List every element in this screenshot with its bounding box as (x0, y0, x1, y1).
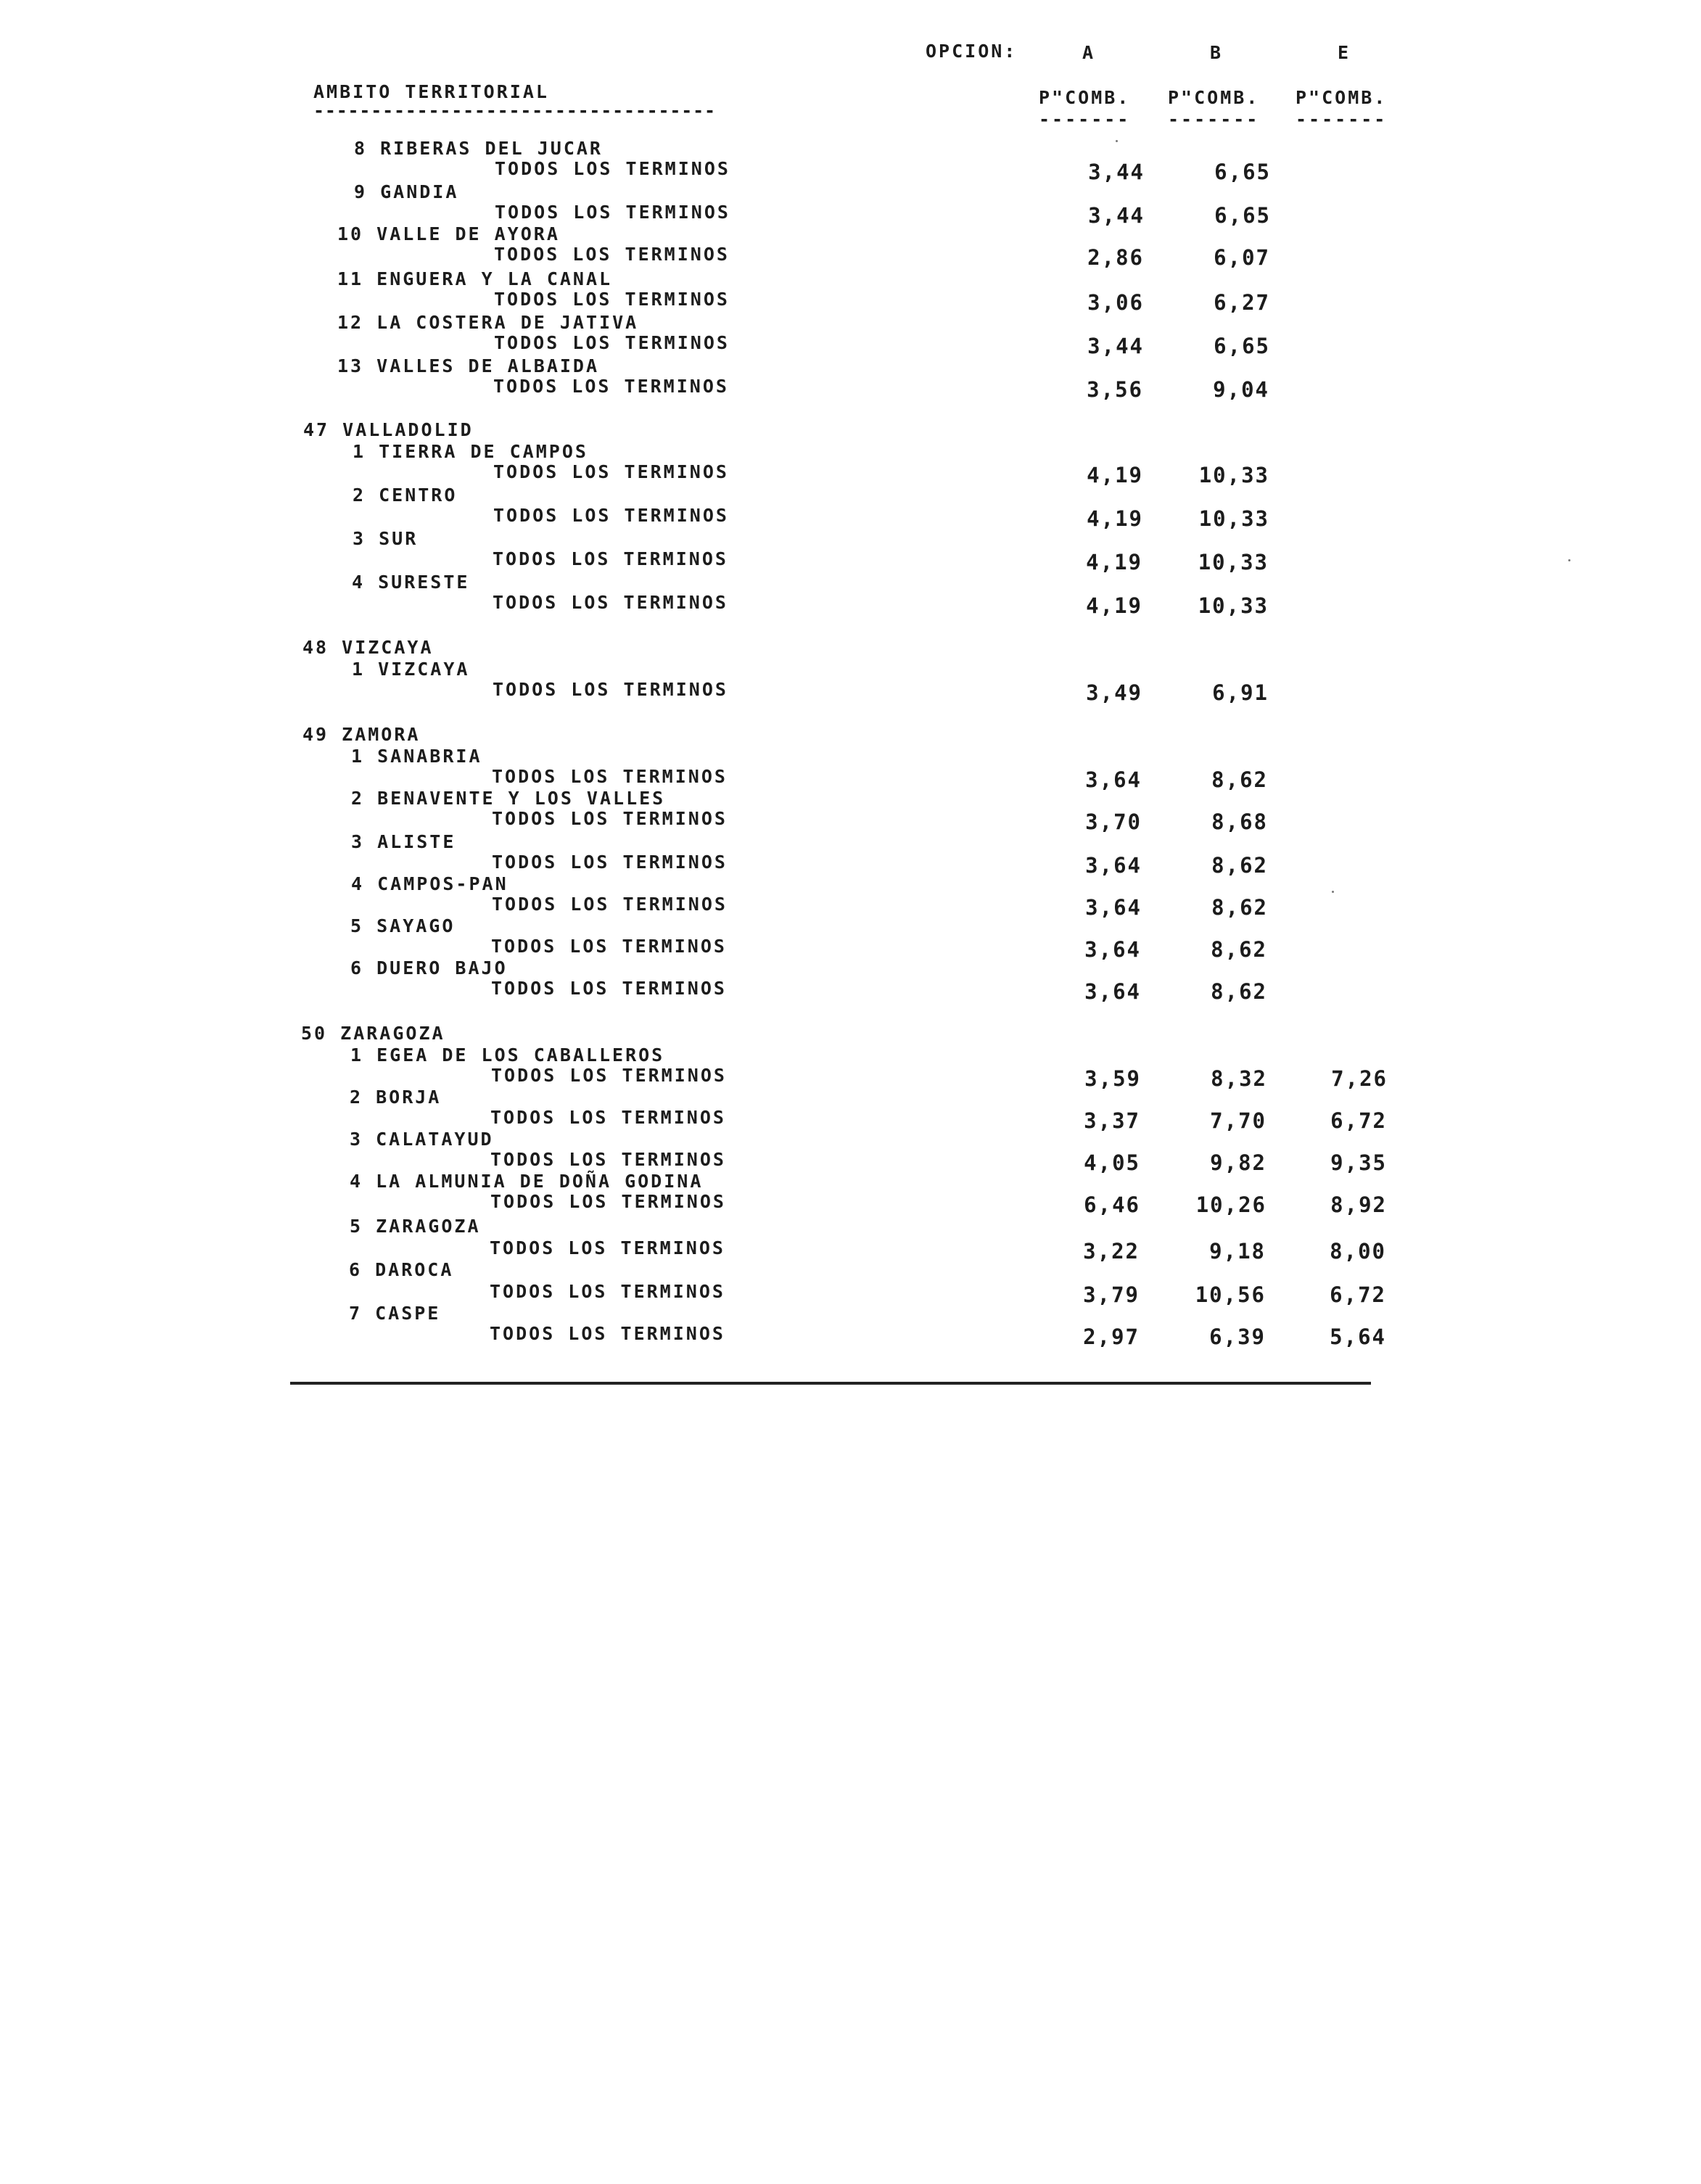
col-e-heading: P"COMB. (1296, 87, 1388, 108)
comarca-name: 2 BENAVENTE Y LOS VALLES (351, 788, 666, 809)
value-b: 6,65 (1214, 334, 1270, 358)
terms-label: TODOS LOS TERMINOS (491, 978, 727, 999)
value-a: 3,56 (1087, 377, 1143, 402)
terms-label: TODOS LOS TERMINOS (490, 1281, 725, 1302)
value-e: 7,26 (1331, 1066, 1388, 1091)
comarca-name: 13 VALLES DE ALBAIDA (337, 355, 600, 376)
value-b: 10,56 (1195, 1282, 1266, 1307)
province-name: 47 VALLADOLID (303, 419, 474, 440)
terms-label: TODOS LOS TERMINOS (492, 852, 728, 873)
value-b: 10,33 (1198, 550, 1269, 574)
terms-label: TODOS LOS TERMINOS (492, 766, 728, 787)
value-b: 6,39 (1209, 1324, 1266, 1349)
terms-label: TODOS LOS TERMINOS (494, 244, 730, 265)
terms-label: TODOS LOS TERMINOS (492, 894, 728, 915)
comarca-name: 4 SURESTE (352, 572, 470, 593)
terms-label: TODOS LOS TERMINOS (492, 808, 728, 829)
value-a: 3,44 (1088, 203, 1145, 228)
bottom-rule (290, 1382, 1371, 1385)
terms-label: TODOS LOS TERMINOS (490, 1191, 726, 1212)
comarca-name: 6 DUERO BAJO (350, 957, 508, 978)
option-e-label: E (1338, 42, 1351, 63)
comarca-name: 3 ALISTE (351, 831, 456, 852)
option-b-label: B (1210, 42, 1224, 63)
province-name: 50 ZARAGOZA (301, 1023, 445, 1044)
value-a: 3,64 (1085, 895, 1142, 920)
comarca-name: 9 GANDIA (354, 181, 459, 202)
col-a-underline: ------- (1039, 109, 1131, 130)
value-a: 4,19 (1086, 550, 1142, 574)
value-a: 3,37 (1084, 1108, 1140, 1133)
value-b: 9,18 (1209, 1239, 1266, 1264)
province-name: 48 VIZCAYA (302, 637, 434, 658)
value-b: 6,91 (1212, 680, 1269, 705)
comarca-name: 7 CASPE (349, 1303, 441, 1324)
terms-label: TODOS LOS TERMINOS (493, 376, 729, 397)
terms-label: TODOS LOS TERMINOS (493, 679, 728, 700)
value-a: 3,22 (1083, 1239, 1140, 1264)
comarca-name: 10 VALLE DE AYORA (337, 223, 560, 244)
option-a-label: A (1082, 42, 1096, 63)
col-e-underline: ------- (1296, 109, 1388, 130)
value-a: 4,19 (1087, 506, 1143, 531)
value-b: 6,65 (1214, 160, 1271, 184)
value-b: 10,33 (1198, 463, 1269, 487)
value-a: 3,59 (1084, 1066, 1141, 1091)
comarca-name: 5 SAYAGO (350, 915, 456, 936)
comarca-name: 3 SUR (353, 528, 419, 549)
comarca-name: 1 EGEA DE LOS CABALLEROS (350, 1044, 665, 1066)
value-a: 6,46 (1084, 1192, 1140, 1217)
value-e: 9,35 (1330, 1150, 1387, 1175)
value-b: 10,33 (1198, 506, 1269, 531)
comarca-name: 6 DAROCA (349, 1259, 454, 1280)
value-e: 8,00 (1330, 1239, 1386, 1264)
value-a: 3,44 (1087, 334, 1144, 358)
value-a: 4,19 (1086, 593, 1142, 618)
value-b: 7,70 (1210, 1108, 1267, 1133)
terms-label: TODOS LOS TERMINOS (495, 202, 730, 223)
comarca-name: 3 CALATAYUD (350, 1129, 494, 1150)
col-a-heading: P"COMB. (1039, 87, 1131, 108)
value-e: 8,92 (1330, 1192, 1387, 1217)
value-b: 9,04 (1213, 377, 1269, 402)
speck (1332, 891, 1334, 893)
value-b: 8,62 (1211, 937, 1267, 962)
terms-label: TODOS LOS TERMINOS (493, 592, 728, 613)
value-e: 6,72 (1330, 1108, 1387, 1133)
ambito-territorial-heading: AMBITO TERRITORIAL (313, 81, 549, 102)
comarca-name: 1 TIERRA DE CAMPOS (353, 441, 588, 462)
terms-label: TODOS LOS TERMINOS (490, 1107, 726, 1128)
value-b: 8,32 (1211, 1066, 1267, 1091)
comarca-name: 1 SANABRIA (351, 746, 482, 767)
col-b-heading: P"COMB. (1168, 87, 1260, 108)
value-b: 6,65 (1214, 203, 1271, 228)
terms-label: TODOS LOS TERMINOS (495, 158, 730, 179)
speck (1116, 140, 1118, 142)
comarca-name: 8 RIBERAS DEL JUCAR (354, 138, 603, 159)
terms-label: TODOS LOS TERMINOS (494, 289, 730, 310)
terms-label: TODOS LOS TERMINOS (493, 461, 729, 482)
value-b: 8,62 (1211, 979, 1267, 1004)
value-b: 10,26 (1195, 1192, 1267, 1217)
value-e: 6,72 (1330, 1282, 1386, 1307)
terms-label: TODOS LOS TERMINOS (490, 1149, 726, 1170)
value-a: 4,19 (1087, 463, 1143, 487)
value-b: 10,33 (1198, 593, 1269, 618)
value-a: 4,05 (1084, 1150, 1140, 1175)
terms-label: TODOS LOS TERMINOS (490, 1237, 725, 1258)
comarca-name: 2 BORJA (350, 1087, 442, 1108)
value-b: 8,62 (1211, 767, 1268, 792)
value-a: 3,49 (1086, 680, 1142, 705)
value-a: 3,64 (1085, 767, 1142, 792)
value-b: 6,27 (1214, 290, 1270, 315)
comarca-name: 2 CENTRO (353, 485, 458, 506)
terms-label: TODOS LOS TERMINOS (490, 1323, 725, 1344)
comarca-name: 1 VIZCAYA (352, 659, 470, 680)
terms-label: TODOS LOS TERMINOS (493, 505, 729, 526)
terms-label: TODOS LOS TERMINOS (493, 548, 728, 569)
comarca-name: 4 CAMPOS-PAN (351, 873, 508, 894)
value-b: 8,68 (1211, 809, 1268, 834)
opcion-label: OPCION: (926, 41, 1018, 62)
value-b: 6,07 (1214, 245, 1270, 270)
comarca-name: 12 LA COSTERA DE JATIVA (337, 312, 639, 333)
value-b: 8,62 (1211, 895, 1268, 920)
terms-label: TODOS LOS TERMINOS (494, 332, 730, 353)
value-a: 3,70 (1085, 809, 1142, 834)
value-a: 3,06 (1087, 290, 1144, 315)
value-a: 3,44 (1088, 160, 1145, 184)
comarca-name: 5 ZARAGOZA (350, 1216, 481, 1237)
value-b: 8,62 (1211, 853, 1268, 878)
speck (1568, 559, 1570, 561)
value-a: 3,64 (1084, 979, 1141, 1004)
terms-label: TODOS LOS TERMINOS (491, 1065, 727, 1086)
ambito-underline: ----------------------------------- (313, 100, 716, 121)
value-a: 3,79 (1083, 1282, 1140, 1307)
value-a: 3,64 (1084, 937, 1141, 962)
value-a: 2,86 (1087, 245, 1144, 270)
province-name: 49 ZAMORA (302, 724, 421, 745)
value-a: 3,64 (1085, 853, 1142, 878)
value-a: 2,97 (1083, 1324, 1140, 1349)
value-b: 9,82 (1210, 1150, 1267, 1175)
value-e: 5,64 (1330, 1324, 1386, 1349)
terms-label: TODOS LOS TERMINOS (491, 936, 727, 957)
comarca-name: 11 ENGUERA Y LA CANAL (337, 268, 613, 289)
comarca-name: 4 LA ALMUNIA DE DOÑA GODINA (350, 1171, 704, 1192)
col-b-underline: ------- (1168, 109, 1260, 130)
